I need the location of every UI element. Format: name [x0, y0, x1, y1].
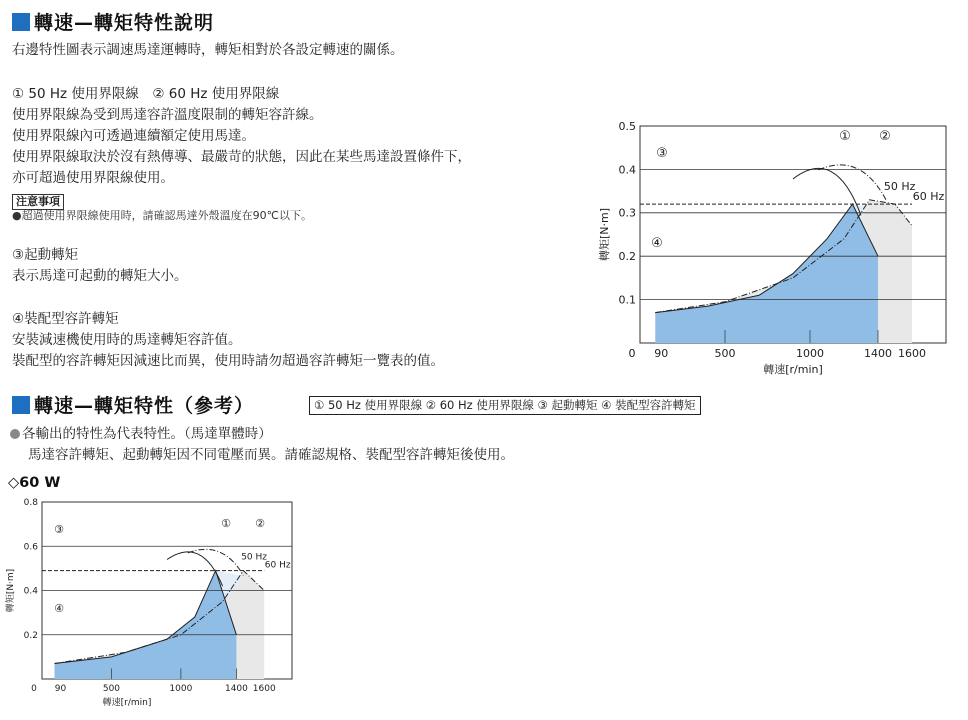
limit-line-3: 使用界限線取決於沒有熱傳導、最嚴苛的狀態，因此在某些馬達設置條件下， — [12, 149, 471, 165]
marker-3: ③ — [54, 523, 64, 536]
marker-2: ② — [879, 129, 891, 144]
title-square-icon — [12, 396, 30, 414]
x-tick-label: 0 — [31, 684, 37, 694]
label-60hz: 60 Hz — [264, 560, 291, 571]
x-tick-label: 1400 — [224, 684, 248, 694]
label-50hz: 50 Hz — [241, 552, 267, 563]
limit-line-1: 使用界限線為受到馬達容許溫度限制的轉矩容許線。 — [12, 107, 323, 123]
limit-heading: ① 50 Hz 使用界限線 ② 60 Hz 使用界限線 — [12, 86, 280, 102]
x-tick-label: 0 — [628, 347, 636, 360]
legend-box: ① 50 Hz 使用界限線 ② 60 Hz 使用界限線 ③ 起動轉矩 ④ 裝配型容許轉矩 — [309, 396, 701, 415]
y-tick-label: 0.6 — [23, 542, 38, 553]
marker-2: ② — [255, 517, 265, 530]
chart-60w — [2, 496, 298, 718]
bullet-text: 各輸出的特性為代表特性。（馬達單體時） — [22, 426, 272, 442]
x-tick-label: 500 — [714, 347, 736, 360]
y-tick-label: 0.2 — [23, 630, 38, 641]
sub-text: 馬達容許轉矩、起動轉矩因不同電壓而異。請確認規格、裝配型容許轉矩後使用。 — [28, 447, 514, 463]
x-axis-label: 轉速[r/min] — [763, 363, 823, 376]
label-50hz: 50 Hz — [883, 180, 916, 194]
x-tick-label: 90 — [54, 684, 67, 694]
limit-line-2: 使用界限線內可透過連續額定使用馬達。 — [12, 128, 255, 144]
chart-explanation — [596, 116, 960, 384]
start-text: 表示馬達可起動的轉矩大小。 — [12, 268, 188, 284]
area-50hz — [55, 571, 237, 679]
section-title-explanation — [12, 8, 214, 35]
bullet-line — [10, 424, 272, 445]
x-tick-label: 1000 — [169, 684, 193, 694]
y-tick-label: 0.4 — [23, 586, 38, 597]
model-label: ◇60 W — [8, 475, 61, 491]
note-label-box: 注意事項 — [12, 194, 64, 210]
marker-4: ④ — [651, 236, 663, 251]
section-title-reference — [12, 391, 254, 418]
title-square-icon — [12, 13, 30, 31]
note-text: ●超過使用界限線使用時，請確認馬達外殼溫度在90℃以下。 — [12, 209, 312, 222]
bullet-dot-icon — [10, 429, 20, 439]
limit-line-4: 亦可超過使用界限線使用。 — [12, 170, 174, 186]
x-tick-label: 1400 — [864, 347, 892, 360]
y-axis-label: 轉矩[N·m] — [6, 568, 16, 613]
marker-4: ④ — [54, 602, 64, 615]
start-heading: ③起動轉矩 — [12, 247, 79, 263]
x-tick-label: 1600 — [252, 684, 276, 694]
intro-text: 右邊特性圖表示調速馬達運轉時，轉矩相對於各設定轉速的關係。 — [12, 42, 404, 58]
y-tick-label: 0.1 — [618, 293, 636, 307]
y-tick-label: 0.4 — [618, 163, 636, 177]
gear-heading: ④裝配型容許轉矩 — [12, 311, 119, 327]
marker-1: ① — [839, 129, 851, 144]
x-tick-label: 90 — [654, 347, 669, 360]
gear-line-2: 裝配型的容許轉矩因減速比而異，使用時請勿超過容許轉矩一覽表的值。 — [12, 353, 444, 369]
y-tick-label: 0.5 — [618, 119, 636, 133]
area-50hz — [655, 204, 878, 343]
y-tick-label: 0.8 — [23, 498, 38, 509]
y-axis-label: 轉矩[N·m] — [598, 207, 611, 262]
x-axis-label: 轉速[r/min] — [102, 698, 152, 708]
section-title-text: 轉速—轉矩特性（參考） — [34, 395, 255, 417]
marker-3: ③ — [656, 146, 668, 161]
x-tick-label: 1600 — [898, 347, 926, 360]
section-title-text: 轉速—轉矩特性說明 — [34, 12, 215, 34]
x-tick-label: 500 — [102, 684, 121, 694]
label-60hz: 60 Hz — [912, 189, 945, 203]
x-tick-label: 1000 — [796, 347, 824, 360]
gear-line-1: 安裝減速機使用時的馬達轉矩容許值。 — [12, 332, 242, 348]
y-tick-label: 0.2 — [618, 250, 636, 264]
marker-1: ① — [221, 517, 231, 530]
y-tick-label: 0.3 — [618, 206, 636, 220]
